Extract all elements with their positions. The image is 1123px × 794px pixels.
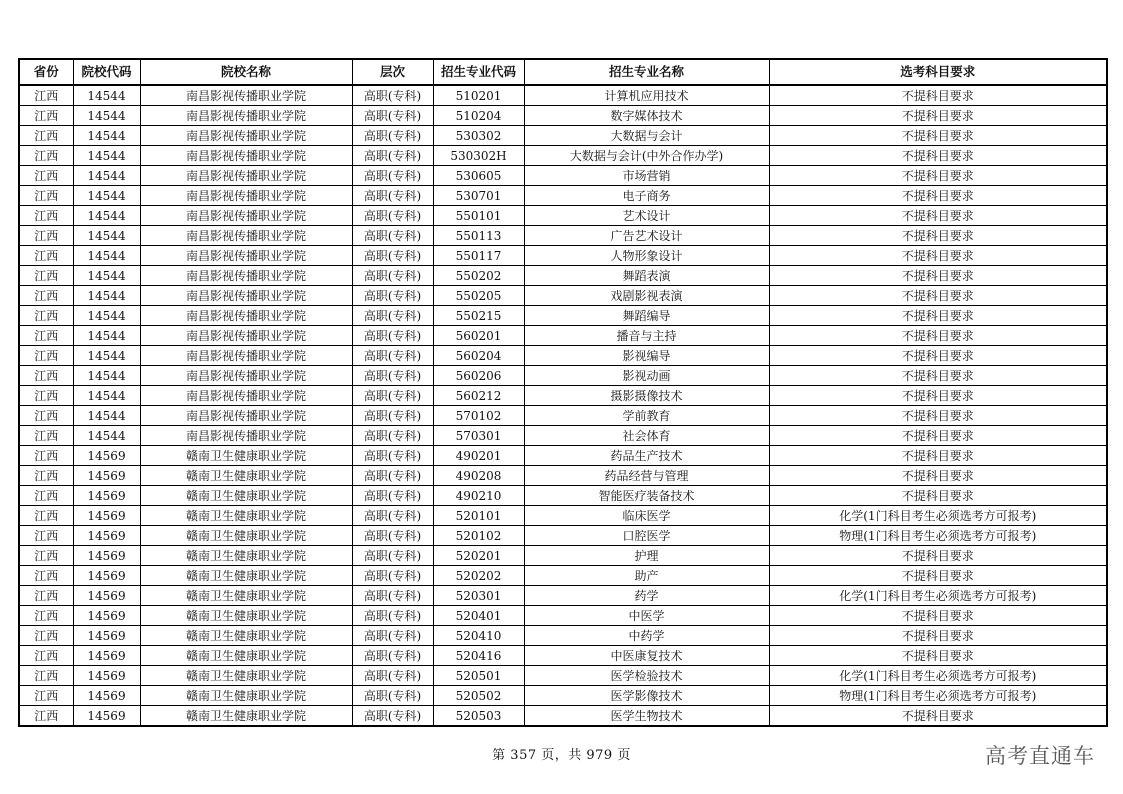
cell-school-code: 14544 bbox=[73, 246, 140, 266]
cell-school-code: 14544 bbox=[73, 366, 140, 386]
table-row bbox=[19, 146, 1107, 166]
cell-school-name: 赣南卫生健康职业学院 bbox=[140, 666, 352, 686]
cell-province: 江西 bbox=[19, 466, 73, 486]
table-row bbox=[19, 366, 1107, 386]
table-row bbox=[19, 306, 1107, 326]
cell-province: 江西 bbox=[19, 326, 73, 346]
table-row bbox=[19, 386, 1107, 406]
cell-major-name: 中药学 bbox=[524, 626, 769, 646]
cell-school-code: 14569 bbox=[73, 646, 140, 666]
cell-subject-requirement: 不提科目要求 bbox=[769, 566, 1107, 586]
cell-level: 高职(专科) bbox=[352, 386, 433, 406]
cell-major-name: 艺术设计 bbox=[524, 206, 769, 226]
cell-subject-requirement: 不提科目要求 bbox=[769, 85, 1107, 106]
cell-school-name: 南昌影视传播职业学院 bbox=[140, 286, 352, 306]
cell-major-name: 临床医学 bbox=[524, 506, 769, 526]
cell-major-name: 舞蹈编导 bbox=[524, 306, 769, 326]
cell-school-name: 赣南卫生健康职业学院 bbox=[140, 646, 352, 666]
cell-subject-requirement: 不提科目要求 bbox=[769, 646, 1107, 666]
cell-province: 江西 bbox=[19, 426, 73, 446]
cell-school-code: 14544 bbox=[73, 85, 140, 106]
cell-school-code: 14544 bbox=[73, 126, 140, 146]
cell-subject-requirement: 不提科目要求 bbox=[769, 246, 1107, 266]
cell-province: 江西 bbox=[19, 666, 73, 686]
cell-level: 高职(专科) bbox=[352, 246, 433, 266]
table-row bbox=[19, 426, 1107, 446]
cell-school-name: 南昌影视传播职业学院 bbox=[140, 186, 352, 206]
cell-major-code: 550202 bbox=[433, 266, 524, 286]
cell-school-code: 14544 bbox=[73, 406, 140, 426]
cell-major-name: 口腔医学 bbox=[524, 526, 769, 546]
cell-subject-requirement: 不提科目要求 bbox=[769, 446, 1107, 466]
cell-school-code: 14544 bbox=[73, 166, 140, 186]
cell-major-name: 影视动画 bbox=[524, 366, 769, 386]
cell-subject-requirement: 不提科目要求 bbox=[769, 466, 1107, 486]
cell-school-code: 14569 bbox=[73, 706, 140, 727]
table-row bbox=[19, 606, 1107, 626]
cell-school-code: 14544 bbox=[73, 186, 140, 206]
table-row bbox=[19, 166, 1107, 186]
cell-major-name: 药品生产技术 bbox=[524, 446, 769, 466]
cell-school-code: 14569 bbox=[73, 686, 140, 706]
table-row bbox=[19, 586, 1107, 606]
cell-level: 高职(专科) bbox=[352, 126, 433, 146]
cell-school-code: 14544 bbox=[73, 106, 140, 126]
cell-major-code: 490208 bbox=[433, 466, 524, 486]
cell-major-code: 520401 bbox=[433, 606, 524, 626]
cell-subject-requirement: 不提科目要求 bbox=[769, 366, 1107, 386]
cell-major-code: 510201 bbox=[433, 85, 524, 106]
cell-level: 高职(专科) bbox=[352, 546, 433, 566]
cell-major-code: 530701 bbox=[433, 186, 524, 206]
cell-subject-requirement: 不提科目要求 bbox=[769, 486, 1107, 506]
cell-subject-requirement: 不提科目要求 bbox=[769, 266, 1107, 286]
cell-major-name: 助产 bbox=[524, 566, 769, 586]
header-level: 层次 bbox=[352, 59, 433, 85]
cell-province: 江西 bbox=[19, 486, 73, 506]
table-row bbox=[19, 126, 1107, 146]
cell-subject-requirement: 不提科目要求 bbox=[769, 146, 1107, 166]
cell-major-name: 人物形象设计 bbox=[524, 246, 769, 266]
cell-level: 高职(专科) bbox=[352, 686, 433, 706]
cell-province: 江西 bbox=[19, 686, 73, 706]
cell-subject-requirement: 不提科目要求 bbox=[769, 546, 1107, 566]
cell-subject-requirement: 不提科目要求 bbox=[769, 426, 1107, 446]
cell-school-code: 14544 bbox=[73, 226, 140, 246]
cell-level: 高职(专科) bbox=[352, 266, 433, 286]
cell-school-name: 赣南卫生健康职业学院 bbox=[140, 486, 352, 506]
cell-school-name: 南昌影视传播职业学院 bbox=[140, 106, 352, 126]
watermark-text: 高考直通车 bbox=[985, 744, 1095, 768]
cell-major-code: 520202 bbox=[433, 566, 524, 586]
cell-province: 江西 bbox=[19, 126, 73, 146]
cell-province: 江西 bbox=[19, 186, 73, 206]
cell-level: 高职(专科) bbox=[352, 366, 433, 386]
cell-province: 江西 bbox=[19, 266, 73, 286]
cell-level: 高职(专科) bbox=[352, 646, 433, 666]
cell-level: 高职(专科) bbox=[352, 706, 433, 727]
cell-province: 江西 bbox=[19, 586, 73, 606]
cell-major-code: 520410 bbox=[433, 626, 524, 646]
cell-subject-requirement: 化学(1门科目考生必须选考方可报考) bbox=[769, 586, 1107, 606]
cell-school-code: 14569 bbox=[73, 486, 140, 506]
cell-province: 江西 bbox=[19, 506, 73, 526]
cell-level: 高职(专科) bbox=[352, 426, 433, 446]
table-row bbox=[19, 326, 1107, 346]
cell-school-name: 南昌影视传播职业学院 bbox=[140, 366, 352, 386]
cell-major-code: 550205 bbox=[433, 286, 524, 306]
cell-subject-requirement: 不提科目要求 bbox=[769, 386, 1107, 406]
page-number: 第 357 页，共 979 页 bbox=[492, 748, 631, 763]
cell-school-name: 南昌影视传播职业学院 bbox=[140, 406, 352, 426]
cell-school-name: 赣南卫生健康职业学院 bbox=[140, 606, 352, 626]
cell-major-code: 520101 bbox=[433, 506, 524, 526]
cell-major-code: 520501 bbox=[433, 666, 524, 686]
table-body bbox=[19, 85, 1107, 726]
cell-province: 江西 bbox=[19, 366, 73, 386]
cell-school-name: 南昌影视传播职业学院 bbox=[140, 386, 352, 406]
table-row bbox=[19, 346, 1107, 366]
cell-level: 高职(专科) bbox=[352, 146, 433, 166]
table-row bbox=[19, 206, 1107, 226]
cell-level: 高职(专科) bbox=[352, 606, 433, 626]
cell-major-code: 520503 bbox=[433, 706, 524, 727]
cell-major-name: 舞蹈表演 bbox=[524, 266, 769, 286]
cell-major-code: 530302H bbox=[433, 146, 524, 166]
cell-major-code: 490210 bbox=[433, 486, 524, 506]
cell-major-code: 520502 bbox=[433, 686, 524, 706]
cell-school-code: 14569 bbox=[73, 586, 140, 606]
table-row bbox=[19, 246, 1107, 266]
cell-major-code: 570301 bbox=[433, 426, 524, 446]
cell-province: 江西 bbox=[19, 406, 73, 426]
cell-school-name: 赣南卫生健康职业学院 bbox=[140, 526, 352, 546]
cell-major-code: 530302 bbox=[433, 126, 524, 146]
table-row bbox=[19, 506, 1107, 526]
cell-major-name: 学前教育 bbox=[524, 406, 769, 426]
cell-province: 江西 bbox=[19, 85, 73, 106]
cell-level: 高职(专科) bbox=[352, 286, 433, 306]
cell-school-name: 赣南卫生健康职业学院 bbox=[140, 466, 352, 486]
cell-major-code: 550215 bbox=[433, 306, 524, 326]
cell-level: 高职(专科) bbox=[352, 626, 433, 646]
cell-level: 高职(专科) bbox=[352, 226, 433, 246]
admissions-table bbox=[18, 58, 1108, 727]
cell-school-code: 14544 bbox=[73, 206, 140, 226]
cell-school-name: 南昌影视传播职业学院 bbox=[140, 126, 352, 146]
cell-level: 高职(专科) bbox=[352, 166, 433, 186]
cell-major-name: 广告艺术设计 bbox=[524, 226, 769, 246]
cell-province: 江西 bbox=[19, 346, 73, 366]
cell-school-code: 14569 bbox=[73, 446, 140, 466]
cell-major-code: 560206 bbox=[433, 366, 524, 386]
cell-province: 江西 bbox=[19, 606, 73, 626]
header-school-name: 院校名称 bbox=[140, 59, 352, 85]
table-row bbox=[19, 466, 1107, 486]
cell-major-name: 数字媒体技术 bbox=[524, 106, 769, 126]
cell-subject-requirement: 不提科目要求 bbox=[769, 206, 1107, 226]
cell-subject-requirement: 不提科目要求 bbox=[769, 166, 1107, 186]
cell-school-name: 赣南卫生健康职业学院 bbox=[140, 586, 352, 606]
cell-level: 高职(专科) bbox=[352, 406, 433, 426]
cell-subject-requirement: 不提科目要求 bbox=[769, 406, 1107, 426]
cell-level: 高职(专科) bbox=[352, 206, 433, 226]
cell-major-name: 市场营销 bbox=[524, 166, 769, 186]
cell-major-name: 影视编导 bbox=[524, 346, 769, 366]
cell-level: 高职(专科) bbox=[352, 346, 433, 366]
cell-level: 高职(专科) bbox=[352, 106, 433, 126]
table-row bbox=[19, 406, 1107, 426]
header-major-code: 招生专业代码 bbox=[433, 59, 524, 85]
cell-province: 江西 bbox=[19, 566, 73, 586]
cell-school-name: 赣南卫生健康职业学院 bbox=[140, 506, 352, 526]
cell-major-name: 播音与主持 bbox=[524, 326, 769, 346]
cell-school-code: 14569 bbox=[73, 546, 140, 566]
cell-major-code: 560212 bbox=[433, 386, 524, 406]
cell-major-code: 490201 bbox=[433, 446, 524, 466]
header-province: 省份 bbox=[19, 59, 73, 85]
cell-school-name: 南昌影视传播职业学院 bbox=[140, 266, 352, 286]
table-row bbox=[19, 646, 1107, 666]
header-major-name: 招生专业名称 bbox=[524, 59, 769, 85]
cell-province: 江西 bbox=[19, 106, 73, 126]
table-row bbox=[19, 446, 1107, 466]
cell-level: 高职(专科) bbox=[352, 586, 433, 606]
cell-school-name: 南昌影视传播职业学院 bbox=[140, 246, 352, 266]
cell-school-code: 14569 bbox=[73, 466, 140, 486]
cell-province: 江西 bbox=[19, 626, 73, 646]
cell-major-code: 550101 bbox=[433, 206, 524, 226]
cell-subject-requirement: 不提科目要求 bbox=[769, 346, 1107, 366]
cell-subject-requirement: 不提科目要求 bbox=[769, 626, 1107, 646]
cell-province: 江西 bbox=[19, 246, 73, 266]
cell-school-name: 赣南卫生健康职业学院 bbox=[140, 706, 352, 727]
cell-major-code: 520201 bbox=[433, 546, 524, 566]
table-row bbox=[19, 226, 1107, 246]
cell-school-name: 赣南卫生健康职业学院 bbox=[140, 566, 352, 586]
cell-school-code: 14569 bbox=[73, 606, 140, 626]
cell-province: 江西 bbox=[19, 446, 73, 466]
table-row bbox=[19, 686, 1107, 706]
cell-province: 江西 bbox=[19, 306, 73, 326]
cell-major-code: 520301 bbox=[433, 586, 524, 606]
cell-major-name: 中医学 bbox=[524, 606, 769, 626]
cell-school-code: 14544 bbox=[73, 426, 140, 446]
cell-subject-requirement: 化学(1门科目考生必须选考方可报考) bbox=[769, 506, 1107, 526]
cell-school-name: 赣南卫生健康职业学院 bbox=[140, 446, 352, 466]
cell-school-code: 14569 bbox=[73, 626, 140, 646]
table-row bbox=[19, 526, 1107, 546]
header-school-code: 院校代码 bbox=[73, 59, 140, 85]
cell-school-code: 14544 bbox=[73, 286, 140, 306]
cell-subject-requirement: 物理(1门科目考生必须选考方可报考) bbox=[769, 526, 1107, 546]
cell-school-name: 南昌影视传播职业学院 bbox=[140, 426, 352, 446]
table-row bbox=[19, 106, 1107, 126]
cell-school-code: 14544 bbox=[73, 346, 140, 366]
table-header-row bbox=[19, 59, 1107, 85]
cell-major-name: 电子商务 bbox=[524, 186, 769, 206]
cell-major-code: 560204 bbox=[433, 346, 524, 366]
cell-school-code: 14569 bbox=[73, 506, 140, 526]
cell-school-code: 14544 bbox=[73, 146, 140, 166]
cell-level: 高职(专科) bbox=[352, 466, 433, 486]
cell-major-code: 550113 bbox=[433, 226, 524, 246]
cell-province: 江西 bbox=[19, 646, 73, 666]
cell-major-name: 戏剧影视表演 bbox=[524, 286, 769, 306]
table-row bbox=[19, 486, 1107, 506]
cell-major-code: 570102 bbox=[433, 406, 524, 426]
cell-major-name: 药学 bbox=[524, 586, 769, 606]
header-subject-requirement: 选考科目要求 bbox=[769, 59, 1107, 85]
cell-subject-requirement: 物理(1门科目考生必须选考方可报考) bbox=[769, 686, 1107, 706]
cell-major-name: 中医康复技术 bbox=[524, 646, 769, 666]
cell-subject-requirement: 不提科目要求 bbox=[769, 286, 1107, 306]
cell-major-name: 护理 bbox=[524, 546, 769, 566]
cell-province: 江西 bbox=[19, 226, 73, 246]
cell-province: 江西 bbox=[19, 546, 73, 566]
cell-school-name: 南昌影视传播职业学院 bbox=[140, 346, 352, 366]
cell-major-code: 510204 bbox=[433, 106, 524, 126]
cell-school-name: 南昌影视传播职业学院 bbox=[140, 326, 352, 346]
cell-level: 高职(专科) bbox=[352, 186, 433, 206]
cell-province: 江西 bbox=[19, 706, 73, 727]
cell-major-name: 大数据与会计 bbox=[524, 126, 769, 146]
cell-subject-requirement: 不提科目要求 bbox=[769, 306, 1107, 326]
cell-major-code: 560201 bbox=[433, 326, 524, 346]
cell-major-name: 计算机应用技术 bbox=[524, 85, 769, 106]
cell-level: 高职(专科) bbox=[352, 446, 433, 466]
cell-subject-requirement: 不提科目要求 bbox=[769, 106, 1107, 126]
cell-school-name: 赣南卫生健康职业学院 bbox=[140, 626, 352, 646]
cell-major-name: 医学影像技术 bbox=[524, 686, 769, 706]
cell-province: 江西 bbox=[19, 286, 73, 306]
cell-subject-requirement: 不提科目要求 bbox=[769, 186, 1107, 206]
cell-province: 江西 bbox=[19, 166, 73, 186]
cell-major-name: 医学检验技术 bbox=[524, 666, 769, 686]
cell-level: 高职(专科) bbox=[352, 506, 433, 526]
cell-major-name: 药品经营与管理 bbox=[524, 466, 769, 486]
table-row bbox=[19, 546, 1107, 566]
table-row bbox=[19, 666, 1107, 686]
cell-subject-requirement: 不提科目要求 bbox=[769, 706, 1107, 727]
cell-school-name: 南昌影视传播职业学院 bbox=[140, 306, 352, 326]
cell-subject-requirement: 化学(1门科目考生必须选考方可报考) bbox=[769, 666, 1107, 686]
cell-level: 高职(专科) bbox=[352, 526, 433, 546]
cell-school-name: 南昌影视传播职业学院 bbox=[140, 166, 352, 186]
table-row bbox=[19, 706, 1107, 727]
cell-major-name: 智能医疗装备技术 bbox=[524, 486, 769, 506]
table-row bbox=[19, 85, 1107, 106]
cell-school-name: 南昌影视传播职业学院 bbox=[140, 85, 352, 106]
cell-school-code: 14569 bbox=[73, 526, 140, 546]
cell-subject-requirement: 不提科目要求 bbox=[769, 606, 1107, 626]
cell-school-code: 14544 bbox=[73, 326, 140, 346]
cell-school-code: 14544 bbox=[73, 306, 140, 326]
table-row bbox=[19, 626, 1107, 646]
cell-province: 江西 bbox=[19, 526, 73, 546]
cell-school-code: 14544 bbox=[73, 266, 140, 286]
cell-level: 高职(专科) bbox=[352, 666, 433, 686]
cell-level: 高职(专科) bbox=[352, 306, 433, 326]
cell-level: 高职(专科) bbox=[352, 85, 433, 106]
cell-school-code: 14569 bbox=[73, 666, 140, 686]
cell-subject-requirement: 不提科目要求 bbox=[769, 126, 1107, 146]
cell-school-code: 14544 bbox=[73, 386, 140, 406]
cell-province: 江西 bbox=[19, 146, 73, 166]
cell-school-name: 南昌影视传播职业学院 bbox=[140, 226, 352, 246]
cell-school-name: 南昌影视传播职业学院 bbox=[140, 206, 352, 226]
cell-major-code: 530605 bbox=[433, 166, 524, 186]
cell-major-code: 550117 bbox=[433, 246, 524, 266]
cell-level: 高职(专科) bbox=[352, 326, 433, 346]
cell-level: 高职(专科) bbox=[352, 486, 433, 506]
cell-major-code: 520416 bbox=[433, 646, 524, 666]
table-row bbox=[19, 286, 1107, 306]
cell-major-name: 大数据与会计(中外合作办学) bbox=[524, 146, 769, 166]
table-row bbox=[19, 266, 1107, 286]
cell-major-name: 医学生物技术 bbox=[524, 706, 769, 727]
cell-major-name: 摄影摄像技术 bbox=[524, 386, 769, 406]
cell-province: 江西 bbox=[19, 206, 73, 226]
table-row bbox=[19, 566, 1107, 586]
cell-major-name: 社会体育 bbox=[524, 426, 769, 446]
cell-subject-requirement: 不提科目要求 bbox=[769, 326, 1107, 346]
cell-school-name: 赣南卫生健康职业学院 bbox=[140, 686, 352, 706]
cell-province: 江西 bbox=[19, 386, 73, 406]
cell-major-code: 520102 bbox=[433, 526, 524, 546]
cell-subject-requirement: 不提科目要求 bbox=[769, 226, 1107, 246]
cell-level: 高职(专科) bbox=[352, 566, 433, 586]
cell-school-code: 14569 bbox=[73, 566, 140, 586]
cell-school-name: 南昌影视传播职业学院 bbox=[140, 146, 352, 166]
cell-school-name: 赣南卫生健康职业学院 bbox=[140, 546, 352, 566]
table-row bbox=[19, 186, 1107, 206]
